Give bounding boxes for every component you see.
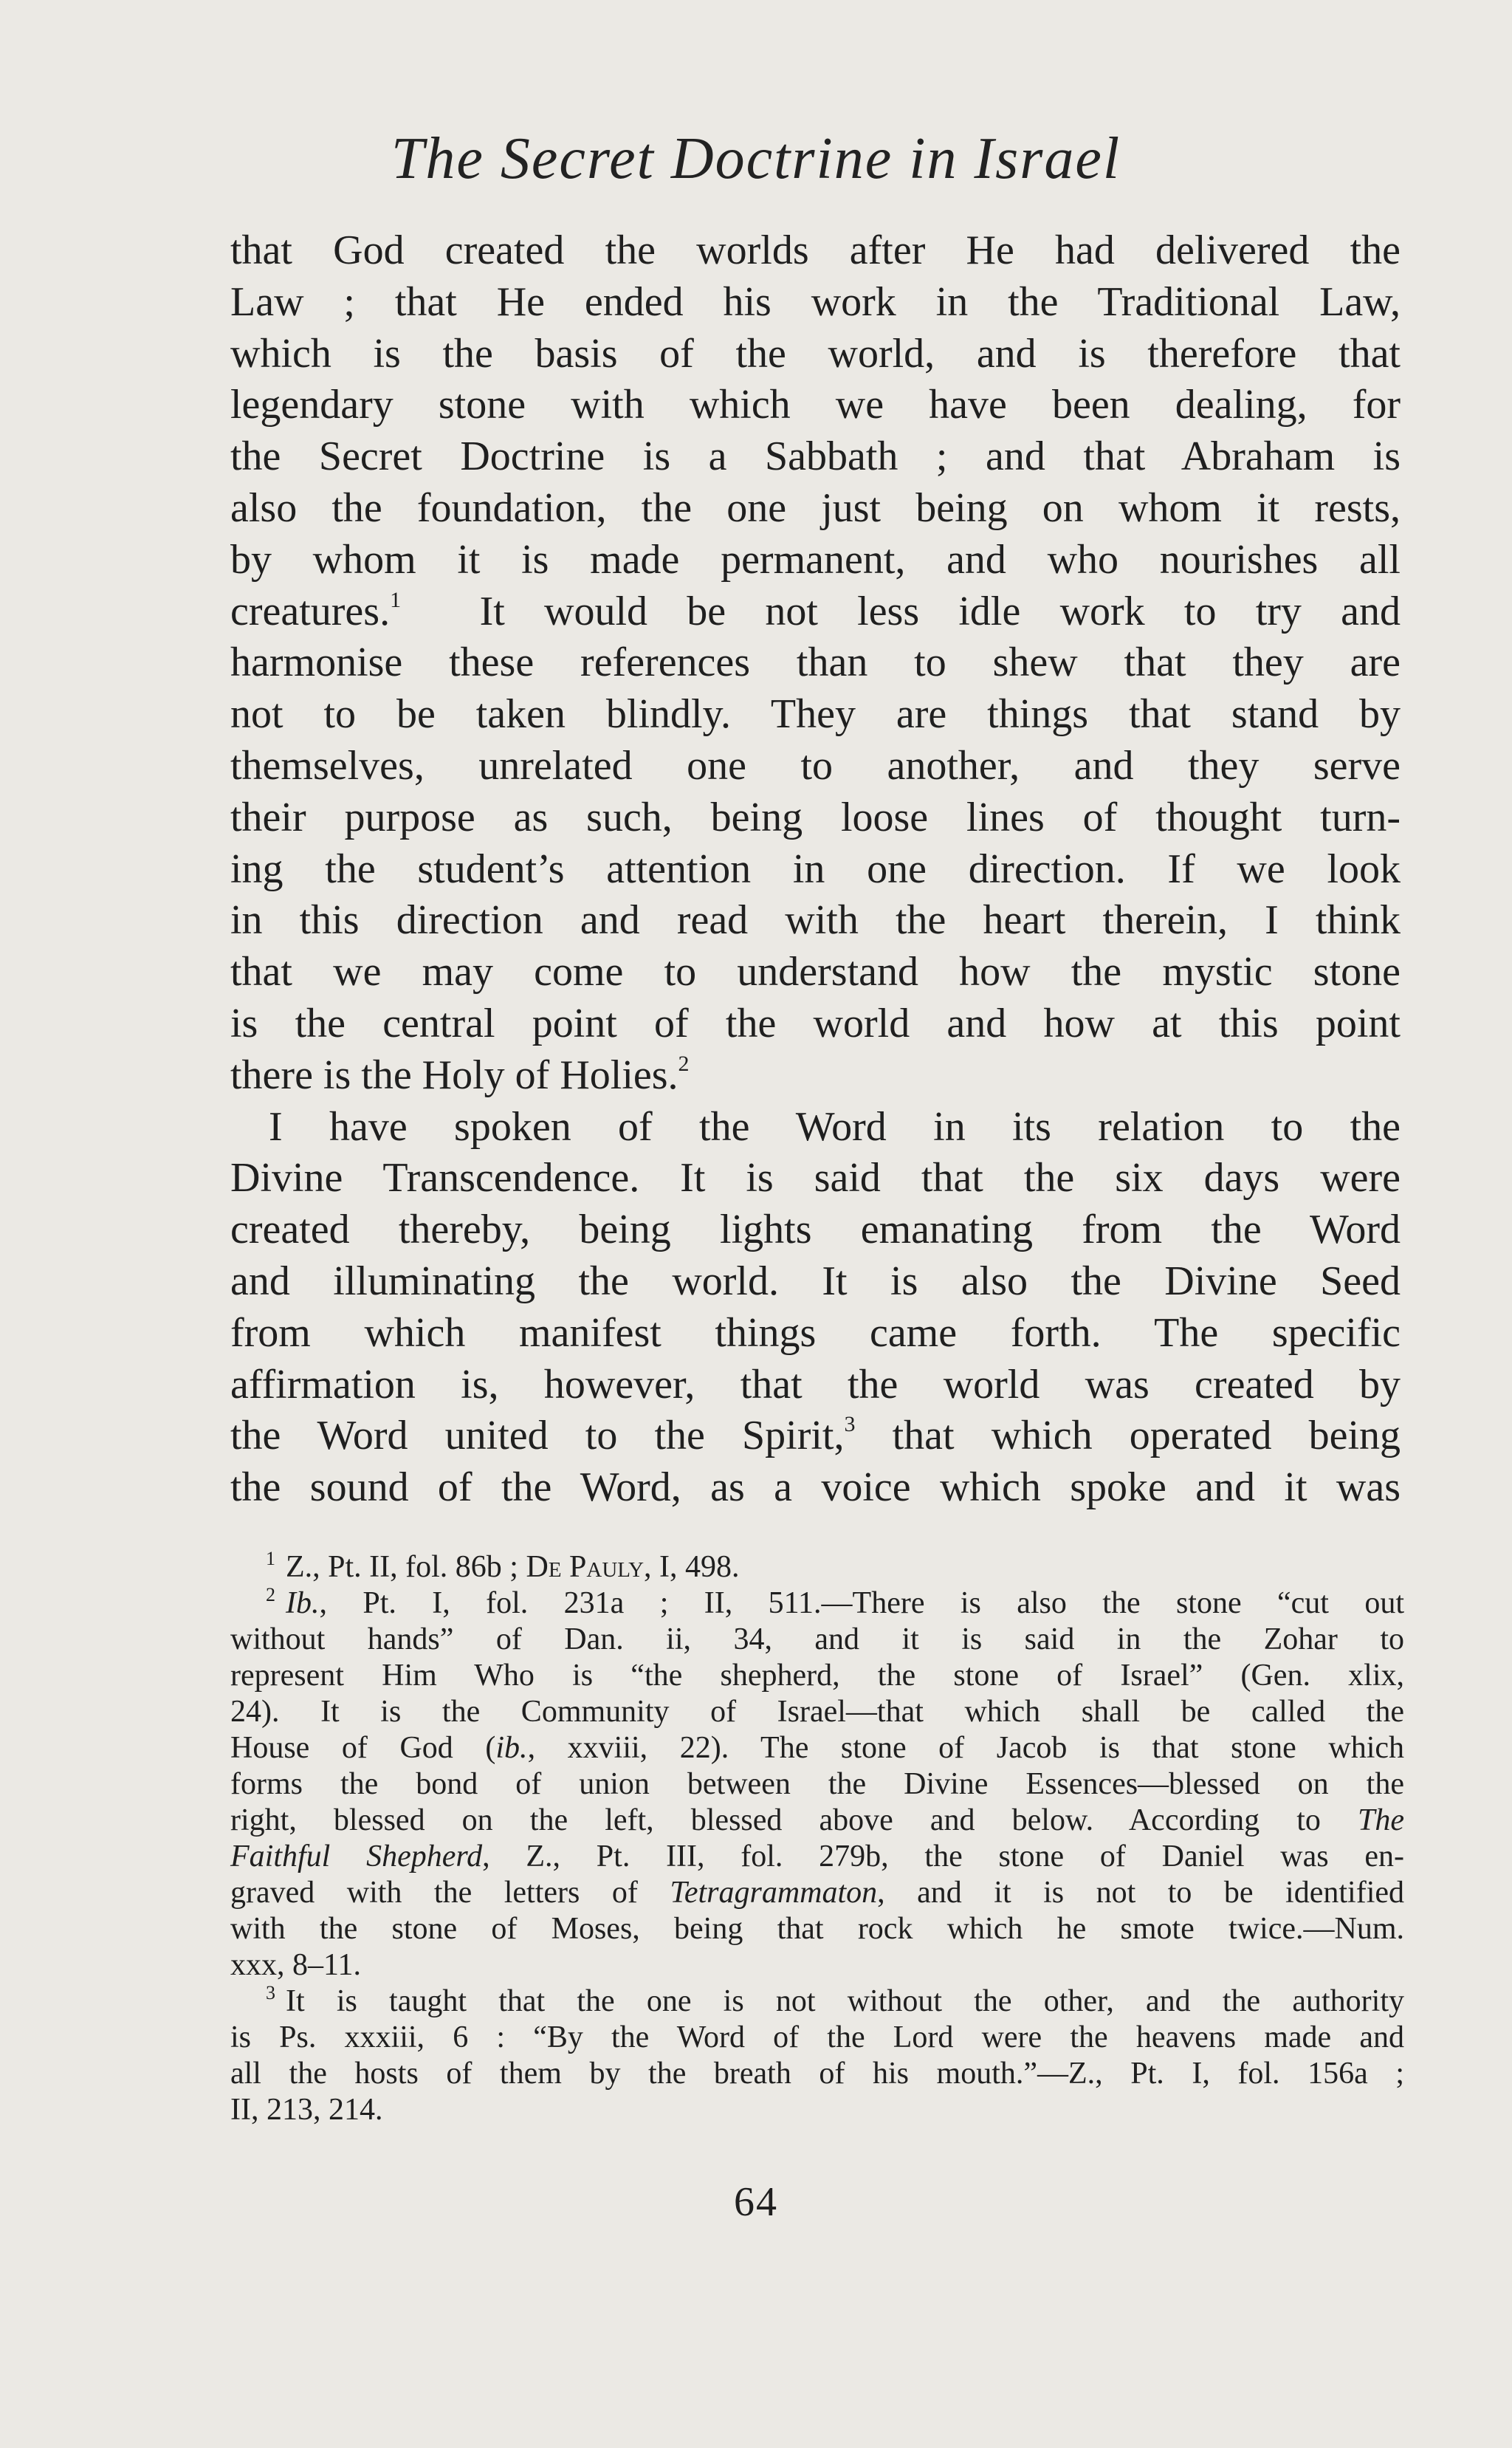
text-fragment: creatures. xyxy=(230,588,391,634)
footnote-3-line xyxy=(230,1984,1404,2020)
footnote-2-line: represent Him Who is “the shepherd, the stone of Israel” (Gen. xlix, xyxy=(230,1659,1404,1693)
footnote-text: It is taught that the one is not without the other, and the authority xyxy=(286,1984,1404,2018)
footnote-text: right, blessed on the left, blessed above and below. According to xyxy=(230,1803,1358,1837)
footnote-2-line: forms the bond of union between the Divine Essences—blessed on the xyxy=(230,1767,1404,1801)
text-line-with-note xyxy=(230,1410,1401,1462)
footnote-2-line xyxy=(230,1803,1404,1839)
footnote-text: graved with the letters of xyxy=(230,1876,670,1910)
text-line: from which manifest things came forth. The specific xyxy=(230,1309,1401,1356)
footnote-3-line: II, 213, 214. xyxy=(230,2093,383,2127)
text-fragment: It would be not less idle work to try and xyxy=(479,588,1401,634)
footnote-2-line: with the stone of Moses, being that rock which he smote twice.—Num. xyxy=(230,1912,1404,1946)
footnote-italic: Tetragrammaton xyxy=(670,1876,878,1910)
text-fragment: there is the Holy of Holies. xyxy=(230,1052,678,1098)
footnote-italic: Ib. xyxy=(286,1586,320,1620)
text-line: the sound of the Word, as a voice which spoke and it was xyxy=(230,1464,1401,1511)
text-line: in this direction and read with the heart therein, I think xyxy=(230,897,1401,944)
text-line: also the foundation, the one just being on whom it rests, xyxy=(230,484,1401,531)
footnote-italic: ib. xyxy=(495,1731,528,1765)
running-title: The Secret Doctrine in Israel xyxy=(391,126,1121,191)
text-line: legendary stone with which we have been dealing, for xyxy=(230,382,1401,428)
text-line: I have spoken of the Word in its relation to the xyxy=(269,1103,1401,1150)
note-ref-3[interactable]: 3 xyxy=(844,1412,856,1437)
page-number: 64 xyxy=(734,2179,778,2225)
footnote-2-line xyxy=(230,1585,1404,1622)
text-line: which is the basis of the world, and is therefore that xyxy=(230,330,1401,377)
footnote-2-line xyxy=(230,1730,1404,1766)
text-line-with-note xyxy=(230,586,1401,638)
text-line: affirmation is, however, that the world was created by xyxy=(230,1361,1401,1408)
text-line: that God created the worlds after He had delivered the xyxy=(230,227,1401,273)
text-line: not to be taken blindly. They are things that stand by xyxy=(230,691,1401,738)
text-line: created thereby, being lights emanating from the Word xyxy=(230,1207,1401,1253)
main-text xyxy=(230,225,1401,1514)
footnote-2-line: 24). It is the Community of Israel—that which shall be called the xyxy=(230,1695,1404,1729)
text-line-with-note xyxy=(230,1050,1401,1102)
footnote-2-line xyxy=(230,1875,1404,1911)
footnote-italic: The xyxy=(1358,1803,1404,1837)
text-line: harmonise these references than to shew that they are xyxy=(230,640,1401,686)
text-line: Law ; that He ended his work in the Traditional Law, xyxy=(230,278,1401,325)
footnote-text: , I, 498. xyxy=(644,1550,740,1584)
footnote-text: , Pt. I, fol. 231a ; II, 511.—There is also the stone “cut out xyxy=(319,1586,1404,1620)
text-line: ing the student’s attention in one direction. If we look xyxy=(230,846,1401,892)
text-line: the Secret Doctrine is a Sabbath ; and that Abraham is xyxy=(230,433,1401,480)
footnote-2-line: without hands” of Dan. ii, 34, and it is said in the Zohar to xyxy=(230,1622,1404,1656)
footnote-italic: Faithful Shepherd xyxy=(230,1840,483,1873)
footnote-marker: 3 xyxy=(266,1982,275,2003)
text-line: is the central point of the world and how at this point xyxy=(230,1000,1401,1046)
footnote-text: House of God ( xyxy=(230,1731,496,1765)
text-line: and illuminating the world. It is also the Divine Seed xyxy=(230,1258,1401,1304)
text-line: that we may come to understand how the mystic stone xyxy=(230,949,1401,995)
footnote-text: Z., Pt. II, fol. 86b ; xyxy=(286,1550,526,1584)
footnote-2-line xyxy=(230,1839,1404,1875)
author-name: De Pauly xyxy=(526,1550,645,1584)
text-line: by whom it is made permanent, and who nourishes all xyxy=(230,536,1401,583)
text-fragment: that which operated being xyxy=(892,1413,1401,1459)
footnote-1 xyxy=(230,1549,1404,1585)
text-line: themselves, unrelated one to another, and they serve xyxy=(230,742,1401,789)
footnote-3-line: is Ps. xxxiii, 6 : “By the Word of the Lord were the heavens made and xyxy=(230,2020,1404,2054)
note-ref-2[interactable]: 2 xyxy=(678,1051,690,1076)
footnote-text: , xxviii, 22). The stone of Jacob is that stone which xyxy=(527,1731,1405,1765)
footnote-marker: 2 xyxy=(266,1584,275,1605)
text-line: their purpose as such, being loose lines of thought turn- xyxy=(230,794,1401,840)
footnote-marker: 1 xyxy=(266,1548,275,1569)
footnotes xyxy=(230,1549,1404,2128)
footnote-text: , Z., Pt. III, fol. 279b, the stone of Daniel was en- xyxy=(482,1840,1404,1873)
text-line: Divine Transcendence. It is said that the six days were xyxy=(230,1155,1401,1201)
footnote-2-line: xxx, 8–11. xyxy=(230,1948,361,1982)
footnote-text: , and it is not to be identified xyxy=(877,1876,1405,1910)
footnote-3-line: all the hosts of them by the breath of his mouth.”—Z., Pt. I, fol. 156a ; xyxy=(230,2057,1404,2091)
text-fragment: the Word united to the Spirit, xyxy=(230,1413,845,1459)
note-ref-1[interactable]: 1 xyxy=(390,587,402,612)
